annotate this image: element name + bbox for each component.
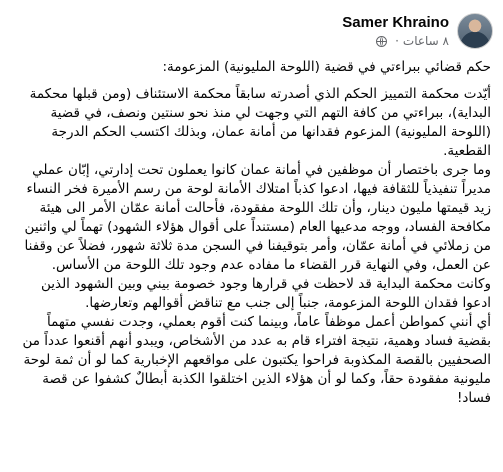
- author-avatar[interactable]: [457, 13, 493, 49]
- post-body: [12, 58, 491, 408]
- post-paragraph-title: حكم قضائي ببراءتي في قضية (اللوحة المليونية) المزعومة:: [162, 59, 491, 75]
- post-meta: [342, 14, 449, 49]
- post-paragraph: وما جرى باختصار أن موظفين في أمانة عمان كانوا يعملون تحت إدارتي، إبّان عملي مديراً تنفيذياً للثقافة فيها، ادعوا كذباً امتلاك الأمانة لوحة من رسم الأميرة فخر النساء زيد قيمتها مليون دينار، وأن تلك اللوحة مفقودة، فأحالت أمانة عمّان الأمر الى هيئة مكافحة الفساد، ووجه مدعيها العام (مستنداً على أقوال هؤلاء الشهود) تهماً لي واثنين من زملائي في أمانة عمّان، وأمر بتوقيفنا في السجن مدة ثلاثة شهور، فضلاً عن وقفنا عن العمل، وفي النهاية قرر القضاء ما مفاده عدم وجود تلك اللوحة من الأساس.: [24, 162, 491, 273]
- post-time-row: [376, 34, 449, 49]
- post-paragraph: أي أنني كمواطن أعمل موظفاً عاماً، وبينما كنت أقوم بعملي، وجدت نفسي متهماً بقضية فساد وهمية، نتيجة افتراء قام به عدد من الأشخاص، ويبدو أنهم أقنعوا عدداً من الصحفيين بالقصة المكذوبة فراحوا يكتبون على مواقعهم الإخبارية كما لو أن ثمة لوحة مليونية مفقودة حقاً، وكما لو أن هؤلاء الذين اختلقوا الكذبة أبطالٌ كشفوا عن قصة فساد!: [22, 314, 491, 406]
- globe-icon[interactable]: [376, 36, 387, 47]
- author-name[interactable]: Samer Khraino: [342, 13, 449, 31]
- post-timestamp[interactable]: ٨ ساعات: [402, 33, 449, 48]
- post-paragraph: أيّدت محكمة التمييز الحكم الذي أصدرته سابقاً محكمة الاستئناف (ومن قبلها محكمة البداية)، ببراءتي من كافة التهم التي وجهت لي منذ نحو سنتين ونصف، في قضية (اللوحة المليونية) المزعوم فقدانها من أمانة عمان، وبذلك اكتسب الحكم الدرجة القطعية.: [29, 86, 491, 159]
- post-paragraph: وكانت محكمة البداية قد لاحظت في قرارها وجود خصومة بيني وبين الشهود الذين ادعوا فقدان اللوحة المزعومة، جنباً إلى جنب مع تناقض أقوالهم وتعارضها.: [40, 276, 491, 311]
- post-header: [342, 10, 493, 52]
- separator-dot: ·: [395, 33, 399, 48]
